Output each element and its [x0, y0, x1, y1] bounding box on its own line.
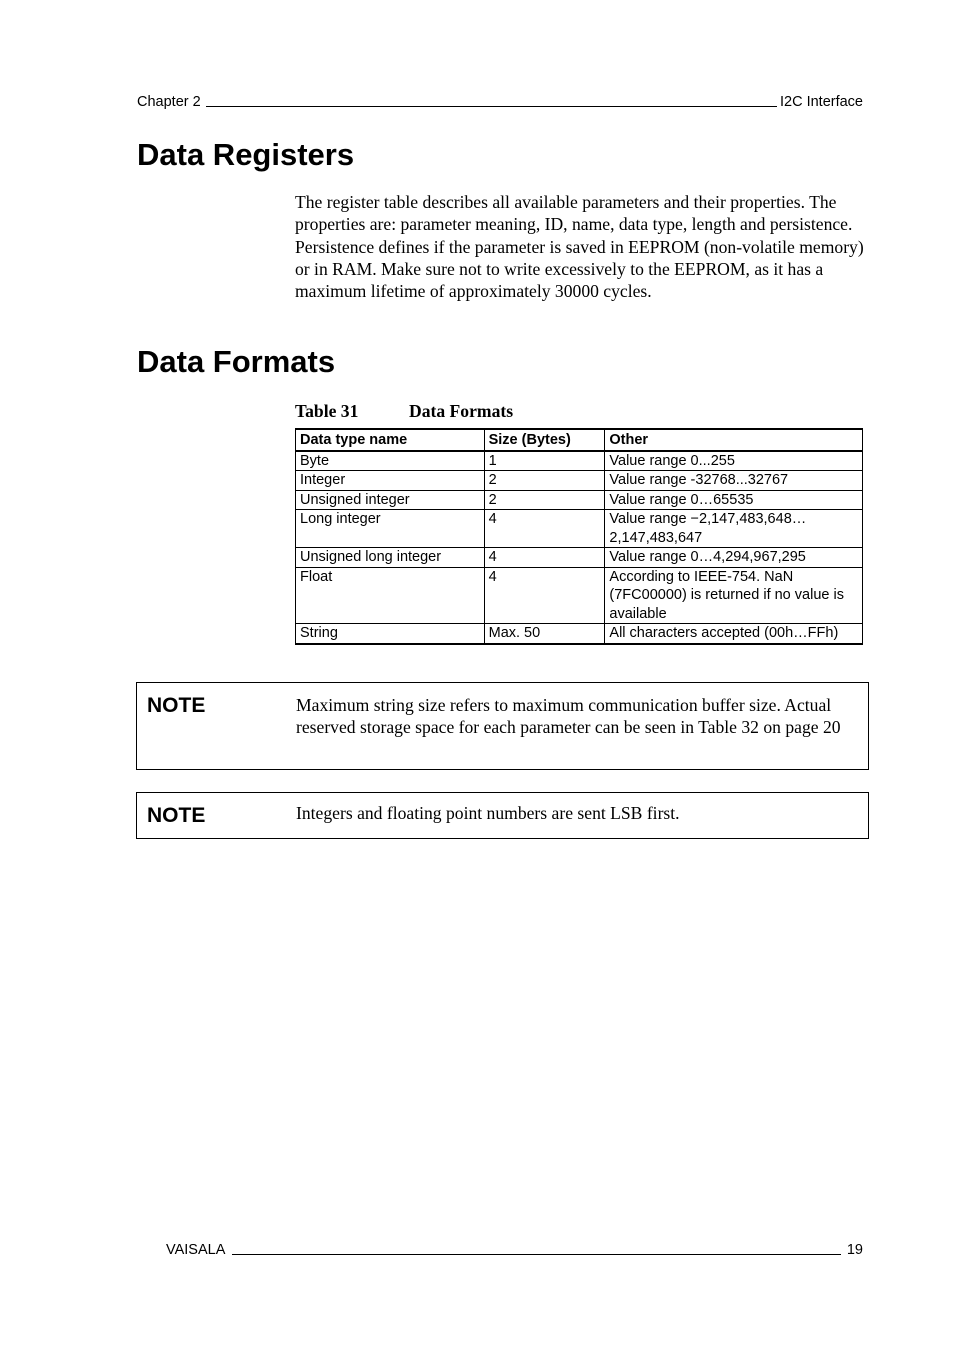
table-cell: Float [296, 567, 485, 624]
table-number: Table 31 [295, 401, 359, 421]
table-cell: Value range -32768...32767 [605, 471, 863, 491]
footer-rule [232, 1254, 840, 1255]
section-title-data-formats: Data Formats [137, 344, 336, 379]
header-rule [206, 106, 777, 107]
table-cell: Integer [296, 471, 485, 491]
table-cell: Value range 0...255 [605, 451, 863, 471]
column-header-data-type-name: Data type name [296, 429, 485, 451]
table-row [296, 451, 863, 471]
table-row [296, 624, 863, 644]
note-text: Maximum string size refers to maximum communication buffer size. Actual reserved storage space for each parameter can be seen in Table 32 on page 20 [296, 695, 841, 738]
table-cell: Long integer [296, 510, 485, 548]
table-row [296, 567, 863, 624]
table-cell: Byte [296, 451, 485, 471]
table-row [296, 548, 863, 568]
table-caption [295, 401, 513, 422]
table-cell: Value range 0…65535 [605, 490, 863, 510]
note-box-string-size [136, 682, 869, 770]
table-cell: Max. 50 [484, 624, 605, 644]
page-header [137, 90, 863, 110]
section-title-data-registers: Data Registers [137, 137, 355, 172]
header-chapter: Chapter 2 [137, 94, 201, 110]
table-cell: 4 [484, 510, 605, 548]
table-cell: According to IEEE-754. NaN (7FC00000) is returned if no value is available [605, 567, 863, 624]
page-number: 19 [846, 1242, 863, 1258]
table-cell: 4 [484, 548, 605, 568]
table-cell: 1 [484, 451, 605, 471]
note-box-lsb-first [136, 792, 869, 839]
table-cell: Value range 0…4,294,967,295 [605, 548, 863, 568]
table-cell: All characters accepted (00h…FFh) [605, 624, 863, 644]
page-footer [166, 1238, 863, 1258]
note-label: NOTE [147, 694, 206, 717]
table-cell: Value range −2,147,483,648…2,147,483,647 [605, 510, 863, 548]
table-cell: String [296, 624, 485, 644]
table-row [296, 471, 863, 491]
column-header-size-bytes: Size (Bytes) [484, 429, 605, 451]
table-cell: 2 [484, 471, 605, 491]
header-section: I2C Interface [779, 94, 863, 110]
data-formats-table [295, 428, 863, 645]
table-cell: 4 [484, 567, 605, 624]
table-row [296, 490, 863, 510]
note-label: NOTE [147, 804, 206, 827]
table-header-row [296, 429, 863, 451]
note-text: Integers and floating point numbers are sent LSB first. [296, 803, 680, 823]
data-registers-paragraph: The register table describes all available parameters and their properties. The properties are: parameter meaning, ID, name, data type, length and persistence. Persistence defines if the parameter is saved in EEPROM (non-volatile memory) or in RAM. Make sure not to write excessively to the EEPROM, as it has a maximum lifetime of approximately 30000 cycles. [295, 192, 864, 302]
column-header-other: Other [605, 429, 863, 451]
table-cell: Unsigned long integer [296, 548, 485, 568]
table-caption-text: Data Formats [409, 401, 514, 421]
table-row [296, 510, 863, 548]
table-cell: 2 [484, 490, 605, 510]
footer-company: VAISALA [166, 1242, 226, 1258]
table-cell: Unsigned integer [296, 490, 485, 510]
